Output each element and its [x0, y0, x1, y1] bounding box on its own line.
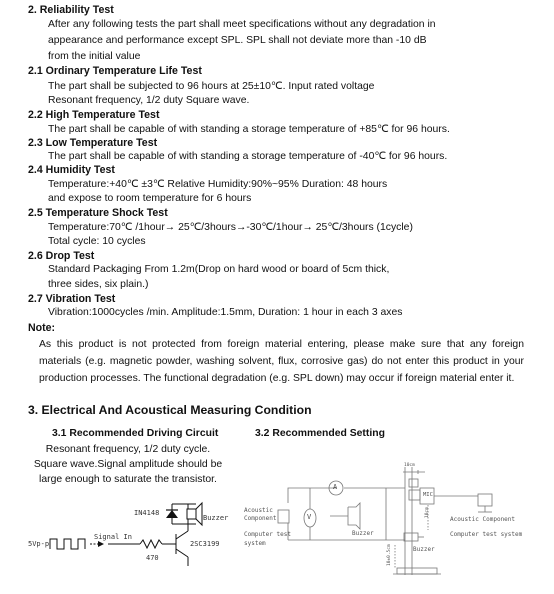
section-2-intro-line: After any following tests the part shall meet specifications without any degradation in	[48, 19, 436, 30]
test-2-6-heading: 2.6 Drop Test	[28, 250, 95, 262]
test-2-3-heading: 2.3 Low Temperature Test	[28, 137, 158, 149]
test-2-4-heading: 2.4 Humidity Test	[28, 164, 115, 176]
computer-test-left-label	[244, 530, 291, 548]
test-2-1-heading: 2.1 Ordinary Temperature Life Test	[28, 65, 202, 77]
buzzer-bottom-label: Buzzer	[413, 546, 435, 553]
test-2-5-heading: 2.5 Temperature Shock Test	[28, 207, 168, 219]
subsection-3-2-heading: 3.2 Recommended Setting	[255, 428, 385, 439]
computer-left-line: Computer test	[244, 531, 291, 538]
test-2-1-line: The part shall be subjected to 96 hours at 25±10℃. Input rated voltage	[48, 81, 375, 92]
section-2-heading: 2. Reliability Test	[28, 4, 114, 16]
test-2-4-line: Temperature:+40℃ ±3℃ Relative Humidity:90%~95% Duration: 48 hours	[48, 179, 388, 190]
section-2-intro-line: appearance and performance except SPL. SPL shall not deviate more than -10 dB	[48, 35, 427, 46]
dimension-bottom-label: 10±0.5cm	[387, 544, 392, 566]
acoustic-left-line: Component	[244, 515, 277, 522]
buzzer-mid-label: Buzzer	[352, 530, 374, 537]
ammeter-label: A	[333, 483, 338, 491]
test-2-1-line: Resonant frequency, 1/2 duty Square wave.	[48, 95, 250, 106]
driving-circuit-desc-line: Resonant frequency, 1/2 duty cycle.	[45, 444, 211, 455]
signal-in-label: Signal In	[94, 533, 132, 541]
test-2-6-line: three sides, six plain.)	[48, 279, 149, 290]
test-2-2-line: The part shall be capable of with standing a storage temperature of +85℃ for 96 hours.	[48, 124, 450, 135]
note-body: As this product is not protected from foreign material entering, please make sure that any foreign materials (e.g. magnetic powder, washing solvent, flux, corrosive gas) do not enter this product in your production processes. The functional degradation (e.g. SPL down) may occur if foreign material enter it.	[39, 339, 524, 384]
voltmeter-label: V	[307, 513, 312, 521]
driving-circuit-desc-line: large enough to saturate the transistor.	[39, 474, 217, 485]
test-2-5-line: Temperature:70℃ /1hour→ 25℃/3hours→-30℃/1hour→ 25℃/3hours (1cycle)	[48, 222, 413, 233]
acoustic-component-left-label	[244, 507, 277, 523]
buzzer-label: Buzzer	[203, 514, 229, 522]
test-2-7-heading: 2.7 Vibration Test	[28, 293, 116, 305]
test-2-6-line: Standard Packaging From 1.2m(Drop on hard wood or board of 5cm thick,	[48, 264, 390, 275]
note-label: Note:	[28, 322, 56, 334]
driving-circuit-desc-line: Square wave.Signal amplitude should be	[33, 459, 223, 470]
computer-left-line: system	[244, 540, 266, 547]
acoustic-left-line: Acoustic	[244, 507, 273, 514]
resistor-label: 470	[146, 554, 159, 562]
section-3-heading: 3. Electrical And Acoustical Measuring Condition	[28, 403, 312, 417]
mic-label: MIC	[423, 492, 433, 498]
diode-label: IN4148	[134, 509, 160, 517]
test-2-5-line: Total cycle: 10 cycles	[48, 236, 146, 247]
test-2-2-heading: 2.2 High Temperature Test	[28, 109, 160, 121]
source-label: 5Vp-p	[28, 540, 50, 548]
test-2-4-line: and expose to room temperature for 6 hours	[48, 193, 252, 204]
computer-test-right-label: Computer test system	[450, 531, 523, 538]
acoustic-component-right-label: Acoustic Component	[450, 516, 516, 523]
dimension-top-label: 10cm	[404, 463, 415, 468]
section-2-intro-line: from the initial value	[48, 51, 141, 62]
transistor-label: 2SC3199	[190, 540, 220, 548]
test-2-3-line: The part shall be capable of with standing a storage temperature of -40℃ for 96 hours.	[48, 151, 448, 162]
test-2-7-line: Vibration:1000cycles /min. Amplitude:1.5mm, Duration: 1 hour in each 3 axes	[48, 307, 403, 318]
subsection-3-1-heading: 3.1 Recommended Driving Circuit	[52, 428, 219, 439]
dimension-right-label: 10cm	[425, 507, 430, 518]
